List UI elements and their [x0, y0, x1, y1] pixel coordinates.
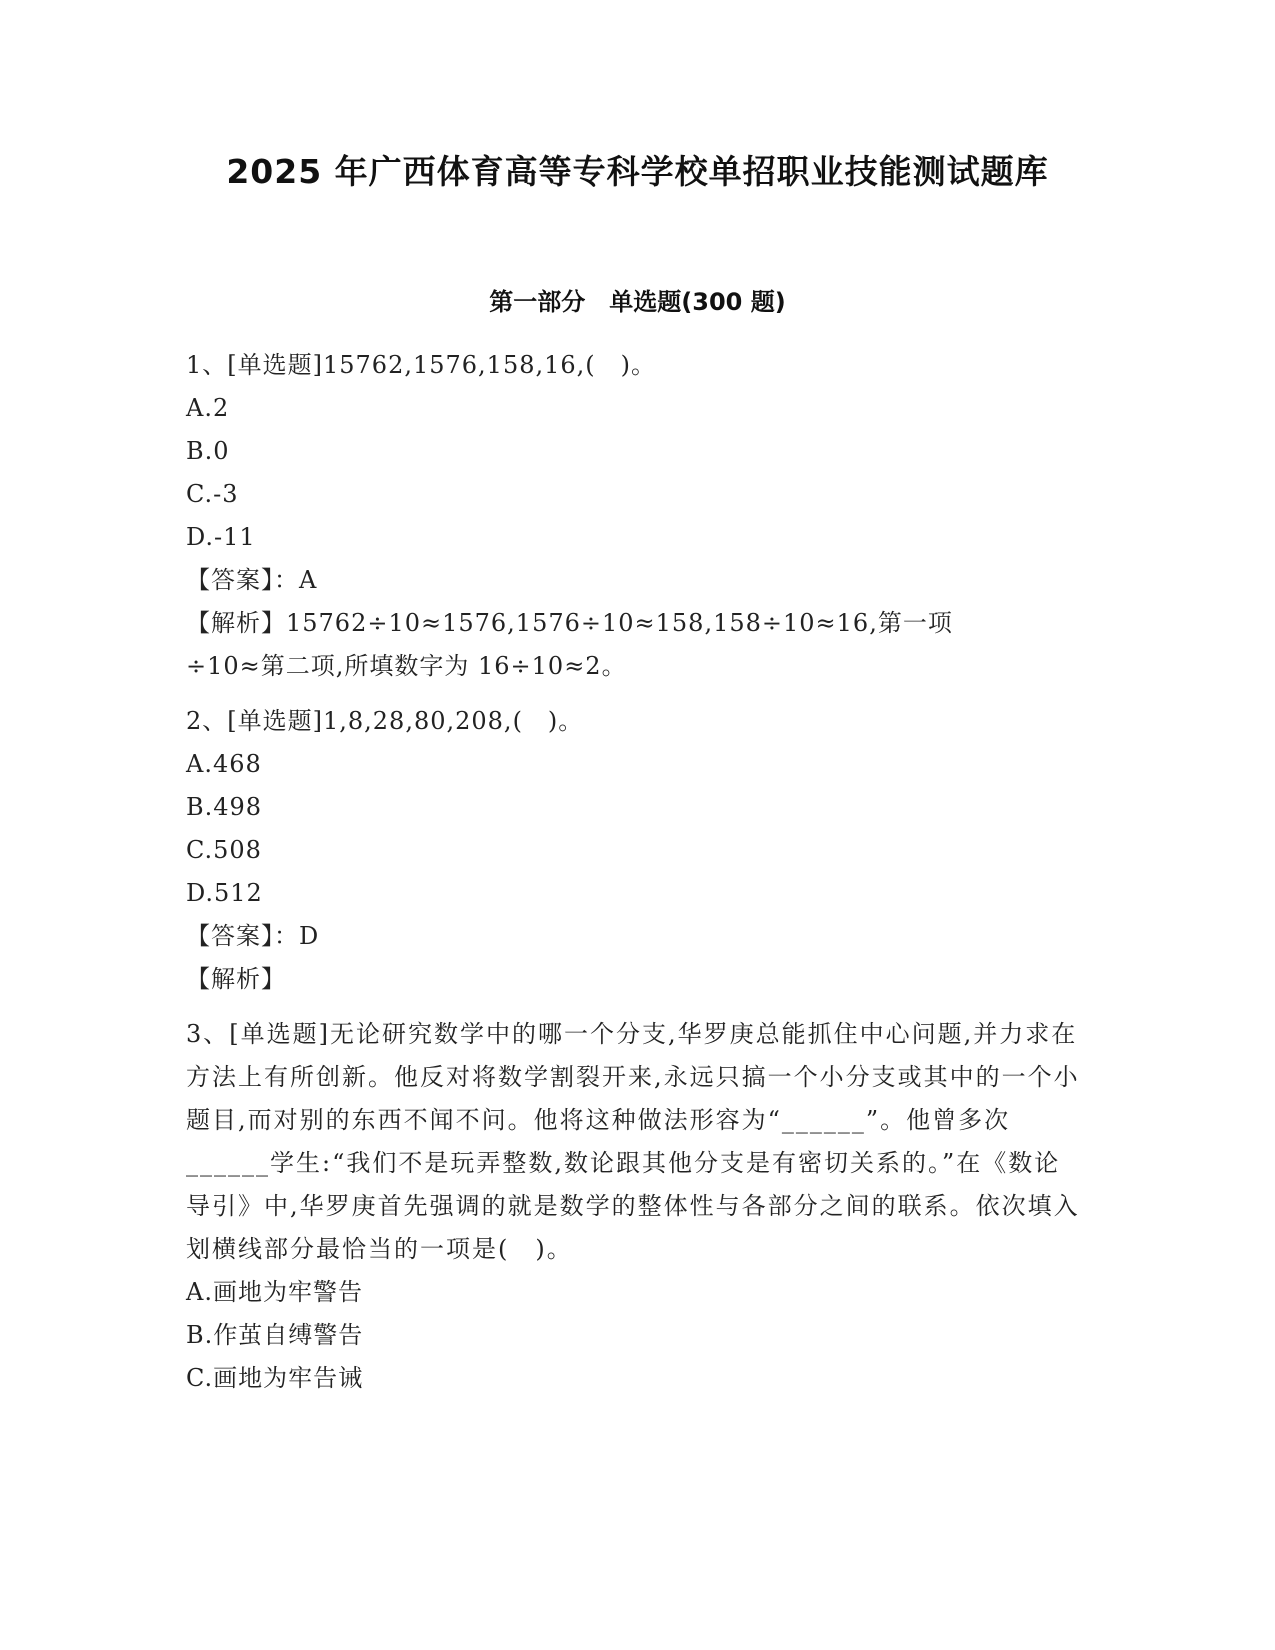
- option-a: A.画地为牢警告: [186, 1278, 363, 1306]
- question-stem: 3、[单选题]无论研究数学中的哪一个分支,华罗庚总能抓住中心问题,并力求在方法上有所创新。他反对将数学割裂开来,永远只搞一个小分支或其中的一个小题目,而对别的东西不闻不问。他将这种做法形容为“______”。他曾多次______学生:“我们不是玩弄整数,数论跟其他分支是有密切关系的。”在《数论导引》中,华罗庚首先强调的就是数学的整体性与各部分之间的联系。依次填入划横线部分最恰当的一项是( )。: [186, 1020, 1080, 1263]
- option-a: A.468: [186, 750, 262, 778]
- option-d: D.512: [186, 879, 263, 907]
- option-c: C.508: [186, 836, 262, 864]
- option-d: D.-11: [186, 523, 256, 551]
- answer: 【答案】：D: [186, 922, 320, 950]
- option-c: C.-3: [186, 480, 239, 508]
- question-3: [186, 1013, 1086, 1400]
- document-title: 2025 年广西体育高等专科学校单招职业技能测试题库: [226, 152, 1049, 191]
- option-c: C.画地为牢告诫: [186, 1364, 364, 1392]
- option-b: B.作茧自缚警告: [186, 1321, 364, 1349]
- option-a: A.2: [186, 394, 230, 422]
- option-b: B.498: [186, 793, 263, 821]
- analysis: 【解析】: [186, 965, 286, 993]
- analysis-line-2: ÷10≈第二项,所填数字为 16÷10≈2。: [186, 652, 627, 680]
- question-2: [186, 700, 1086, 1001]
- question-list: [186, 344, 1086, 1400]
- answer: 【答案】：A: [186, 566, 318, 594]
- analysis-line-1: 【解析】15762÷10≈1576,1576÷10≈158,158÷10≈16,第一项: [186, 609, 953, 637]
- section-heading: 第一部分 单选题(300 题): [489, 288, 786, 316]
- question-stem: 2、[单选题]1,8,28,80,208,( )。: [186, 707, 584, 735]
- question-stem: 1、[单选题]15762,1576,158,16,( )。: [186, 351, 657, 379]
- option-b: B.0: [186, 437, 230, 465]
- question-1: [186, 344, 1086, 688]
